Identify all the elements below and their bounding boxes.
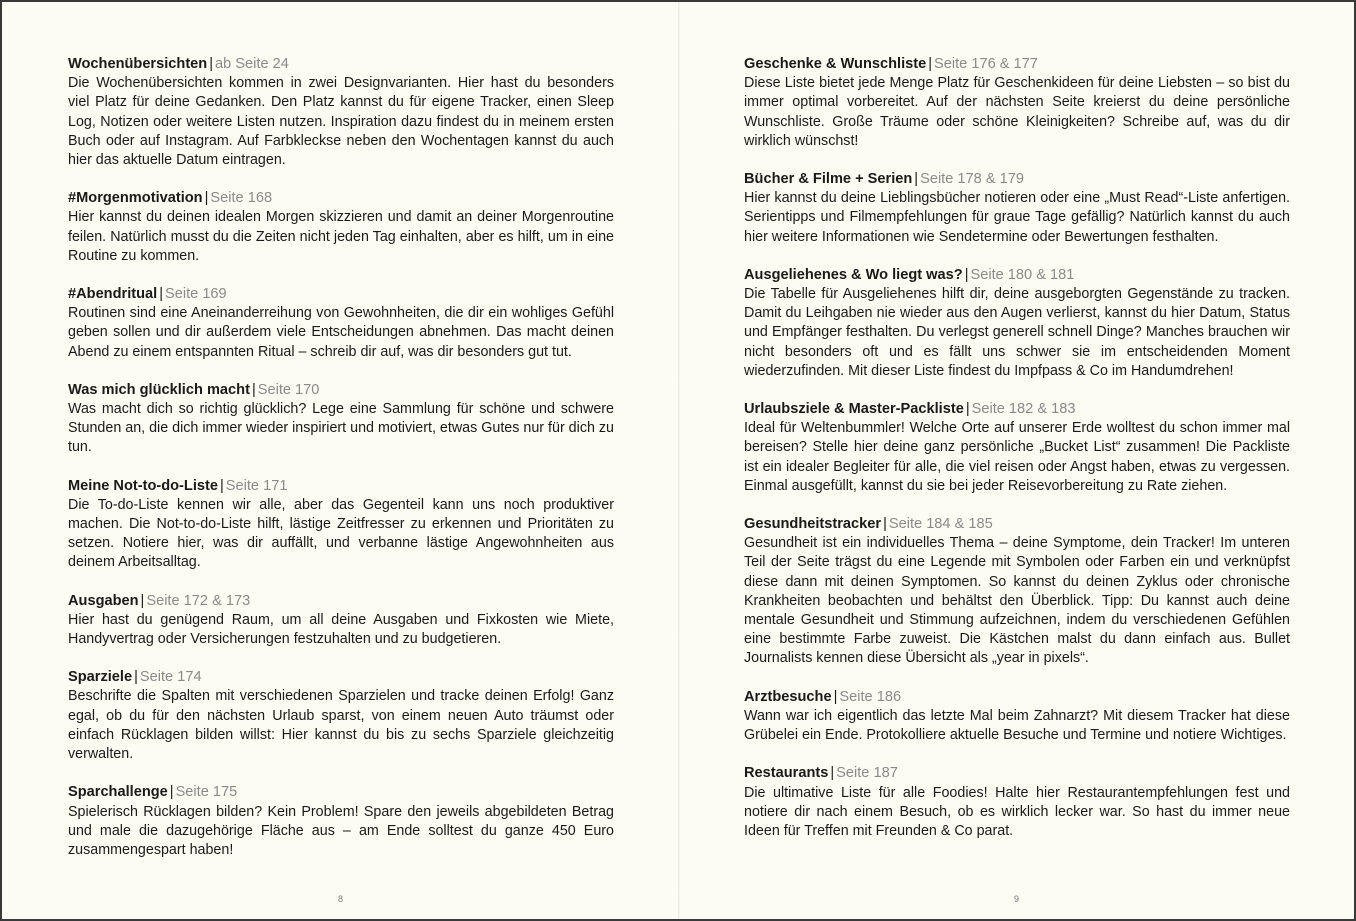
entry-page-ref: Seite 176 & 177	[934, 56, 1038, 72]
entry-title: Sparchallenge	[68, 784, 168, 801]
entry-page-ref: Seite 178 & 179	[920, 171, 1024, 188]
entry-page-ref: Seite 175	[175, 784, 238, 801]
entry-page-ref: Seite 186	[839, 688, 902, 705]
entry-header	[744, 764, 1290, 783]
entry-text: Diese Liste bietet jede Menge Platz für Geschenkideen für deine Liebsten – so bist du immer optimal vorbereitet. Auf der nächsten Seite kreierst du deine persönliche Wunschliste. Große Träume oder schöne Kleinigkeiten? Schreibe auf, was du dir wirklich wünschst!	[744, 75, 1290, 149]
entry-title: Urlaubsziele & Master-Packliste	[744, 401, 964, 418]
entry-text: Ideal für Weltenbummler! Welche Orte auf unserer Erde wolltest du schon immer mal bereisen? Stelle hier deine ganz persönliche „Bucket List“ zusammen! Die Packliste ist ein idealer Begleiter für alle, die viel reisen oder Angst haben, etwas zu vergessen. Einmal ausgefüllt, kannst du sie bei jeder Reisevorbereitung zu Rate ziehen.	[744, 420, 1290, 494]
entry-title: Arztbesuche	[744, 688, 832, 705]
entry-page-ref: Seite 168	[210, 190, 273, 207]
entry-text: Was macht dich so richtig glücklich? Lege eine Sammlung für schöne und schwere Stunden an, die dich immer wieder inspiriert und motiviert, etwas Gutes nur für dich zu tun.	[68, 401, 614, 456]
entry-text: Die Wochenübersichten kommen in zwei Designvarianten. Hier hast du besonders viel Platz für deine Gedanken. Den Platz kannst du für eigene Tracker, einen Sleep Log, Notizen oder weitere Listen nutzen. Inspiration dazu findest du in meinem ersten Buch oder auf Instagram. Auf Farbkleckse neben den Wochentagen kannst du auch hier das aktuelle Datum eintragen.	[68, 75, 614, 169]
entry-title: Bücher & Filme + Serien	[744, 171, 913, 188]
separator: |	[219, 477, 224, 494]
entry-title: #Abendritual	[68, 286, 158, 303]
entry-wochenuebersichten	[68, 55, 614, 170]
separator: |	[833, 688, 838, 705]
separator: |	[965, 401, 970, 418]
entry-header	[68, 477, 614, 496]
entry-text: Die ultimative Liste für alle Foodies! Halte hier Restaurantempfehlungen fest und notiere dir nach einem Besuch, ob es wirklich lecker war. So hast du immer neue Ideen für Treffen mit Freunden & Co parat.	[744, 784, 1290, 839]
entry-restaurants	[744, 764, 1290, 841]
entry-title: Wochenübersichten	[68, 56, 208, 72]
entry-abendritual	[68, 285, 614, 362]
separator: |	[964, 266, 969, 283]
entry-not-to-do	[68, 477, 614, 573]
entry-page-ref: Seite 174	[139, 669, 202, 686]
entry-title: Sparziele	[68, 669, 133, 686]
entry-page-ref: Seite 184 & 185	[888, 516, 993, 533]
separator: |	[159, 286, 163, 303]
entry-page-ref: Seite 169	[165, 286, 227, 303]
entry-header	[744, 400, 1290, 419]
entry-page-ref: Seite 171	[225, 477, 288, 494]
entry-header	[68, 189, 614, 208]
separator: |	[209, 56, 214, 72]
page-number: 8	[338, 894, 344, 904]
separator: |	[830, 765, 835, 782]
entry-header	[744, 515, 1290, 534]
entry-title: Meine Not-to-do-Liste	[68, 477, 218, 494]
entry-gesundheitstracker	[744, 515, 1290, 669]
entry-text: Hier kannst du deinen idealen Morgen skizzieren und damit an deiner Morgenroutine feilen. Natürlich musst du die Zeiten nicht jeden Tag einhalten, aber es hilft, um in eine Routine zu kommen.	[68, 209, 614, 264]
entry-text: Gesundheit ist ein individuelles Thema – deine Symptome, dein Tracker! Im unteren Teil der Seite trägst du eine Legende mit Symbolen oder Farben ein und verknüpfst diese dann mit deinen Symptomen. So kannst du deinen Zyklus oder chronische Krankheiten beobachten und behältst den Überblick. Tipp: Du kannst auch deine mentale Gesundheit und Stimmung aufzeichnen, indem du verschiedenen Gefühlen eine bestimmte Farbe zuweist. Die Kästchen malst du dann einfach aus. Bullet Journalists kennen diese Übersicht als „year in pixels“.	[744, 535, 1290, 667]
entry-urlaubsziele	[744, 400, 1290, 496]
entry-text: Wann war ich eigentlich das letzte Mal beim Zahnarzt? Mit diesem Tracker hat diese Grübelei ein Ende. Protokolliere aktuelle Besuche und Termine und notiere Wichtiges.	[744, 707, 1290, 744]
entry-text: Die To-do-Liste kennen wir alle, aber das Gegenteil kann uns noch produktiver machen. Die Not-to-do-Liste hilft, lästige Zeitfresser zu erkennen und Prioritäten zu setzen. Notiere hier, was dir auffällt, und verbanne lästige Angewohnheiten aus deinem Arbeitsalltag.	[68, 496, 614, 571]
entry-title: Ausgeliehenes & Wo liegt was?	[744, 266, 963, 283]
entry-gluecklich	[68, 381, 614, 458]
right-column	[744, 55, 1290, 860]
entry-page-ref: Seite 172 & 173	[146, 592, 251, 609]
entry-ausgaben	[68, 592, 614, 650]
entry-text: Hier kannst du deine Lieblingsbücher notieren oder eine „Must Read“-Liste anfertigen. Serientipps und Filmempfehlungen für graue Tage gefällig? Natürlich kannst du auch hier weitere Informationen wie Sendetermine oder Bewertungen festhalten.	[744, 190, 1290, 245]
entry-header	[68, 592, 614, 611]
right-page	[680, 2, 1354, 919]
entry-header	[744, 688, 1290, 707]
left-column	[68, 55, 614, 879]
entry-title: Ausgaben	[68, 592, 139, 609]
page-number: 9	[1014, 894, 1020, 904]
left-page	[2, 2, 678, 919]
entry-ausgeliehenes	[744, 266, 1290, 381]
entry-title: Geschenke & Wunschliste	[744, 56, 927, 72]
separator: |	[140, 592, 145, 609]
entry-sparchallenge	[68, 783, 614, 860]
entry-text: Hier hast du genügend Raum, um all deine Ausgaben und Fixkosten wie Miete, Handyvertrag oder Versicherungen festzuhalten und zu budgetieren.	[68, 611, 614, 648]
entry-sparziele	[68, 668, 614, 764]
entry-page-ref: Seite 170	[257, 381, 320, 398]
entry-header	[68, 668, 614, 687]
entry-text: Spielerisch Rücklagen bilden? Kein Problem! Spare den jeweils abgebildeten Betrag und male die dazugehörige Fläche aus – am Ende solltest du ganze 450 Euro zusammengespart haben!	[68, 803, 614, 858]
separator: |	[928, 56, 933, 72]
separator: |	[134, 669, 138, 686]
separator: |	[204, 190, 209, 207]
book-spread	[2, 2, 1354, 919]
entry-page-ref: Seite 182 & 183	[971, 401, 1076, 418]
entry-header	[744, 266, 1290, 285]
entry-text: Routinen sind eine Aneinanderreihung von Gewohnheiten, die dir ein wohliges Gefühl geben sollen und dir außerdem viele Entscheidungen abnehmen. Das macht deinen Abend zu einem entspannten Ritual – schreib dir auf, was dir besonders gut tut.	[68, 305, 614, 360]
entry-buecher-filme	[744, 170, 1290, 247]
entry-page-ref: Seite 187	[836, 765, 898, 782]
entry-header	[68, 285, 614, 304]
separator: |	[251, 381, 256, 398]
entry-title: #Morgenmotivation	[68, 190, 203, 207]
separator: |	[883, 516, 887, 533]
entry-header	[744, 170, 1290, 189]
entry-page-ref: Seite 180 & 181	[970, 266, 1075, 283]
entry-geschenke	[744, 55, 1290, 151]
entry-text: Die Tabelle für Ausgeliehenes hilft dir, deine ausgeborgten Gegenstände zu tracken. Damit du Leihgaben nie wieder aus den Augen verlierst, kannst du hier Datum, Status und Empfänger festhalten. Du verlegst generell schnell Dinge? Manches brauchen wir nicht besonders oft und es fällt uns schwer sie im entscheidenden Moment wiederzufinden. Mit dieser Liste findest du Impfpass & Co im Handumdrehen!	[744, 286, 1290, 379]
entry-page-ref: ab Seite 24	[215, 56, 289, 72]
entry-title: Restaurants	[744, 765, 829, 782]
entry-header	[744, 55, 1290, 74]
entry-morgenmotivation	[68, 189, 614, 266]
separator: |	[914, 171, 919, 188]
entry-header	[68, 783, 614, 802]
entry-title: Gesundheitstracker	[744, 516, 882, 533]
entry-text: Beschrifte die Spalten mit verschiedenen Sparzielen und tracke deinen Erfolg! Ganz egal, ob du für den nächsten Urlaub sparst, von einem neuen Auto träumst oder einfach Rücklagen bilden willst: Hier kannst du bis zu sechs Sparziele gleichzeitig verwalten.	[68, 688, 614, 763]
entry-title: Was mich glücklich macht	[68, 381, 250, 398]
entry-header	[68, 381, 614, 400]
entry-arztbesuche	[744, 688, 1290, 746]
separator: |	[169, 784, 174, 801]
entry-header	[68, 55, 614, 74]
